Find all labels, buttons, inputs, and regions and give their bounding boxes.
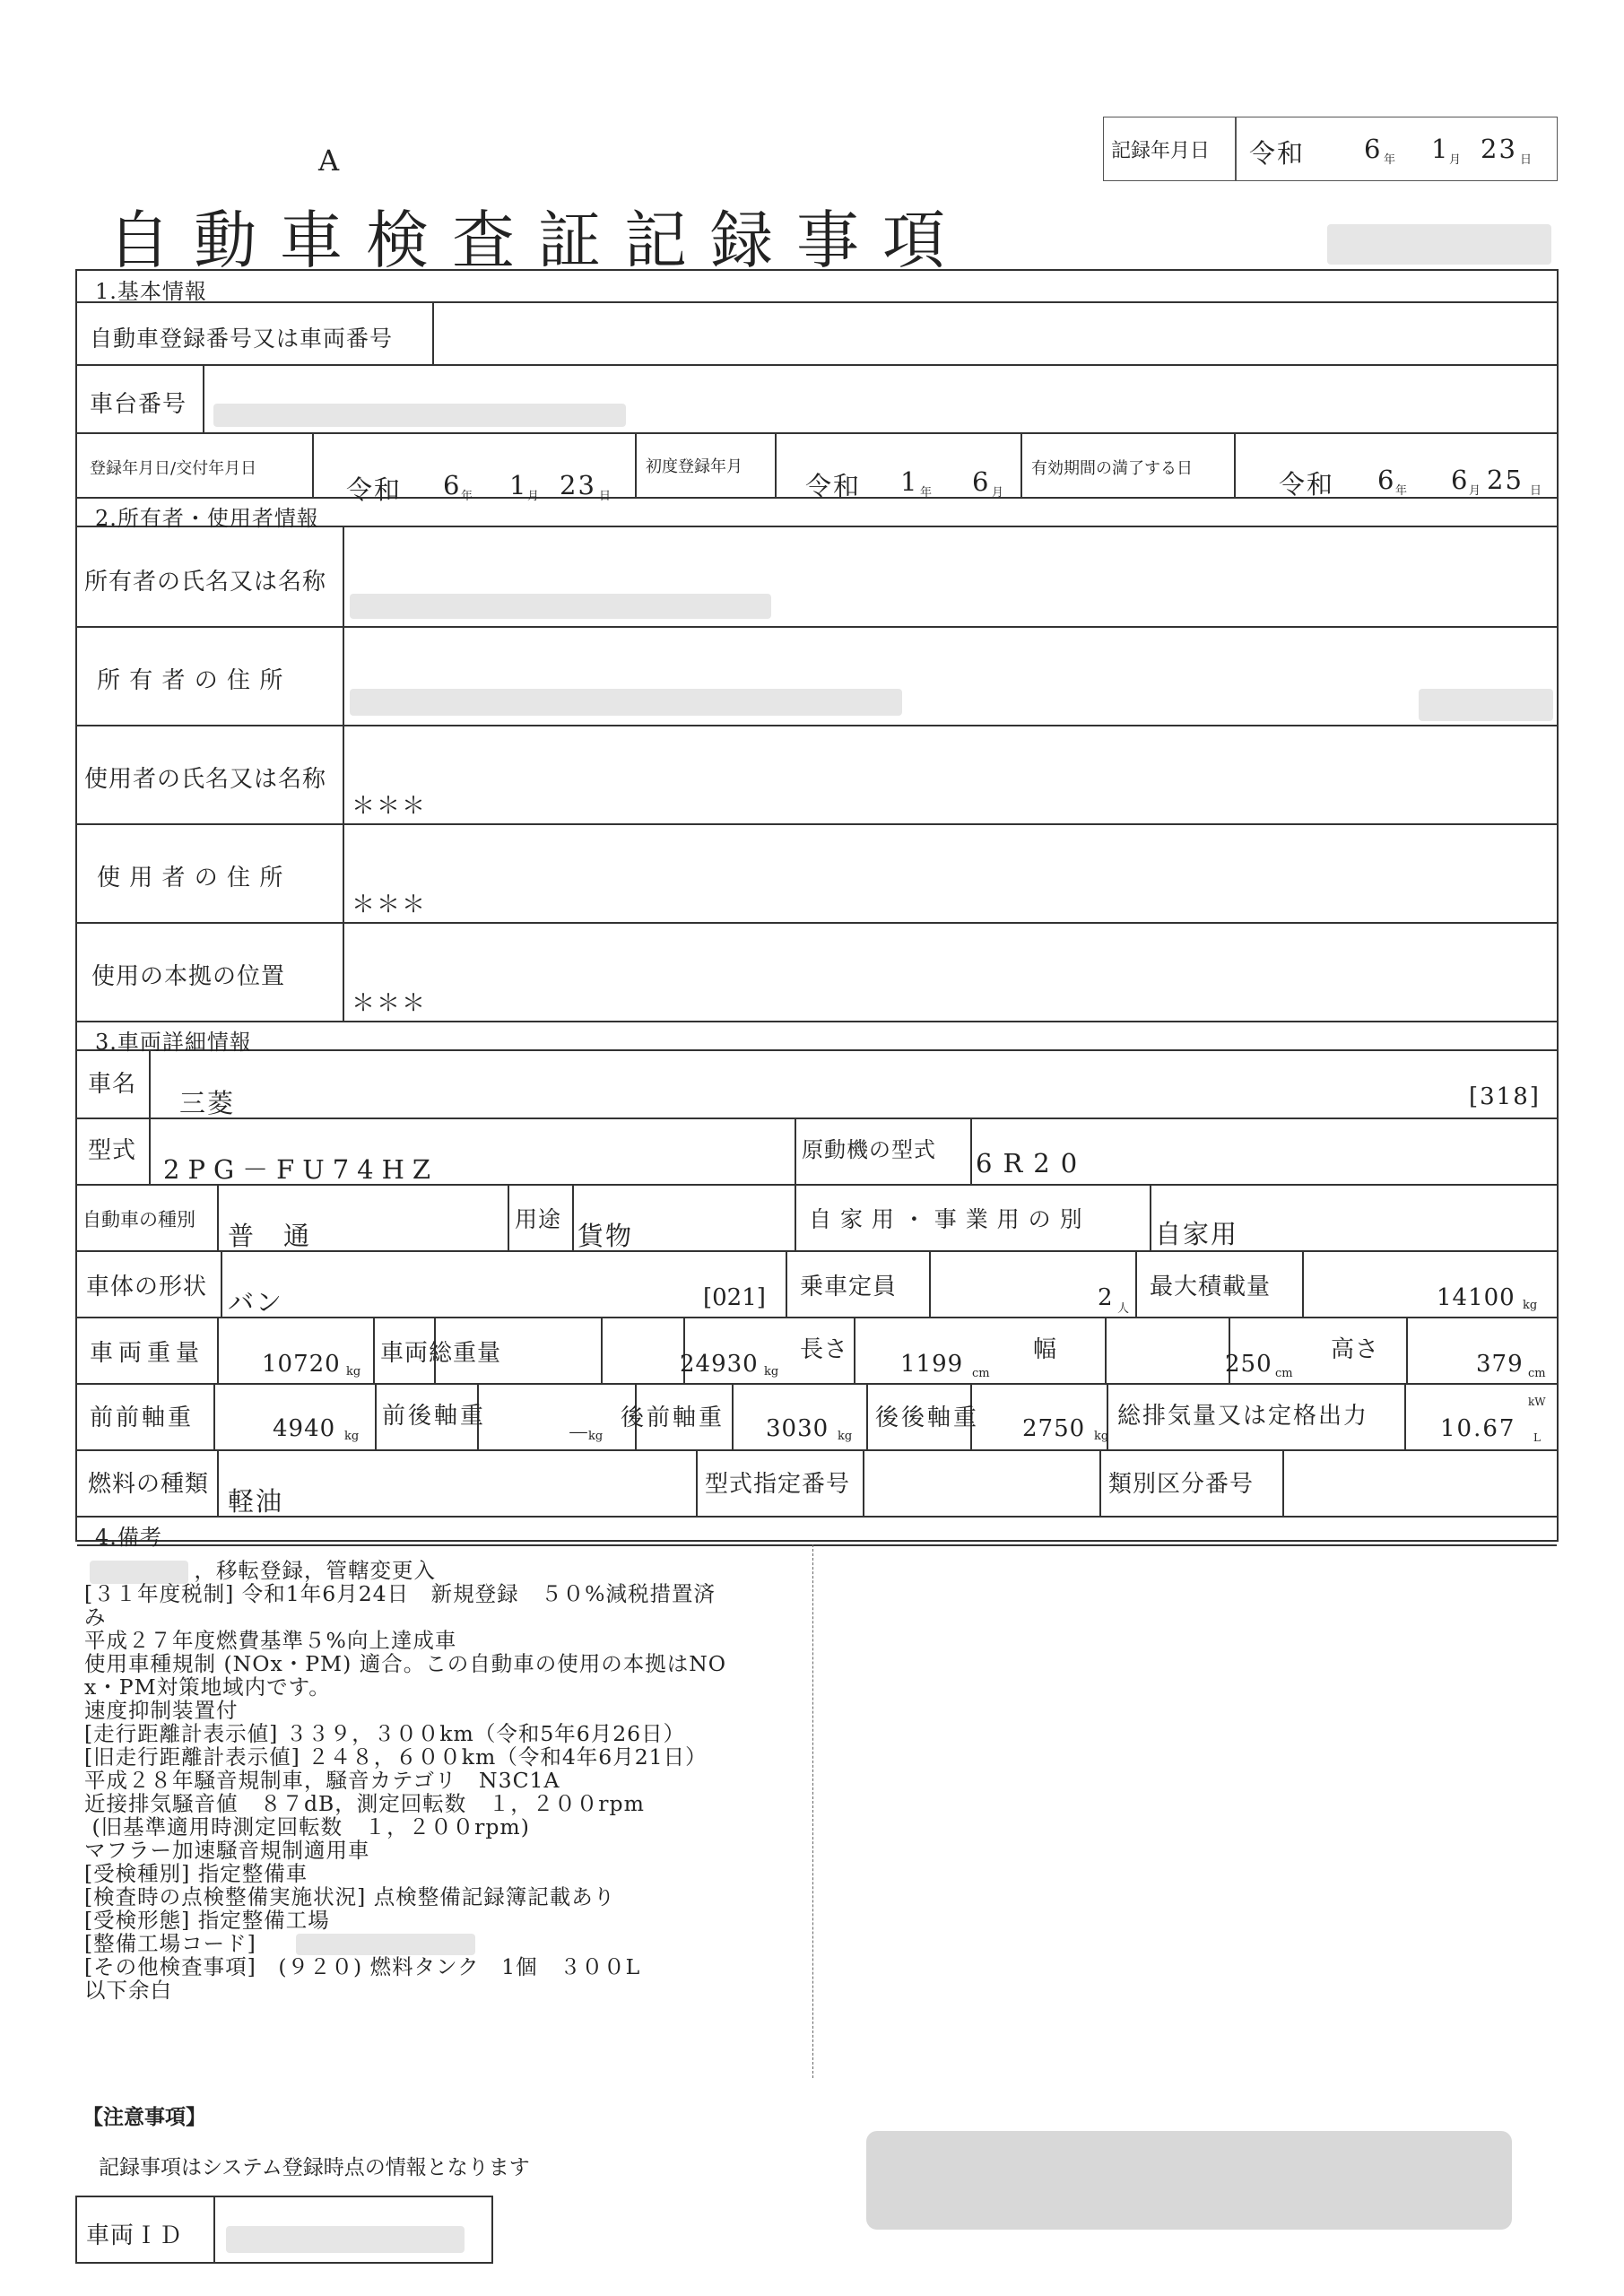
front-front-axle: 4940 bbox=[273, 1415, 336, 1442]
vehicle-height: 379 bbox=[1476, 1351, 1524, 1378]
expiry-label: 有効期間の満了する日 bbox=[1031, 459, 1193, 478]
engine-model: 6R20 bbox=[976, 1148, 1089, 1178]
record-date-month: 1 bbox=[1431, 134, 1450, 164]
remark-line: [走行距離計表示値] ３３９，３００km（令和5年6月26日） bbox=[84, 1721, 686, 1746]
remark-line: ，移転登録，管轄変更入 bbox=[84, 1558, 436, 1583]
redacted-vehicle-id bbox=[226, 2226, 465, 2253]
record-date-label: 記録年月日 bbox=[1111, 140, 1211, 162]
reg-number-label: 自動車登録番号又は車両番号 bbox=[90, 326, 394, 352]
user-name-label: 使用者の氏名又は名称 bbox=[84, 766, 327, 793]
redacted-owner-address bbox=[350, 689, 902, 716]
remark-line: [旧走行距離計表示値] ２４８，６００km（令和4年6月21日） bbox=[84, 1744, 708, 1770]
remark-line: (旧基準適用時測定回転数 １，２００rpm) bbox=[84, 1814, 530, 1839]
section-owner-title: 2.所有者・使用者情報 bbox=[95, 506, 319, 531]
record-date-year: 6 bbox=[1364, 134, 1383, 164]
notes-text: 記録事項はシステム登録時点の情報となります bbox=[99, 2156, 530, 2179]
redacted-stamp bbox=[866, 2131, 1512, 2230]
vehicle-use: 貨物 bbox=[578, 1221, 634, 1251]
max-load: 14100 bbox=[1437, 1284, 1515, 1311]
base-location: ＊＊＊ bbox=[352, 990, 428, 1017]
vehicle-name: 三菱 bbox=[179, 1088, 236, 1118]
remark-line: 平成２７年度燃費基準５%向上達成車 bbox=[84, 1628, 457, 1653]
rear-front-axle: 3030 bbox=[766, 1415, 829, 1442]
vehicle-id-label: 車両ＩＤ bbox=[86, 2222, 184, 2249]
vehicle-model: 2PG－FU74HZ bbox=[163, 1154, 439, 1185]
first-reg-label: 初度登録年月 bbox=[646, 457, 743, 476]
notes-title: 【注意事項】 bbox=[83, 2106, 206, 2129]
chassis-number-label: 車台番号 bbox=[90, 391, 187, 418]
remark-line: み bbox=[84, 1605, 107, 1630]
section-vehicle-title: 3.車両詳細情報 bbox=[95, 1030, 252, 1055]
rear-rear-axle: 2750 bbox=[1022, 1415, 1086, 1442]
record-date-day: 23 bbox=[1481, 134, 1517, 164]
base-location-label: 使用の本拠の位置 bbox=[91, 963, 286, 990]
remark-line: 平成２８年騒音規制車，騒音カテゴリ N3C1A bbox=[84, 1768, 560, 1793]
record-date-era: 令和 bbox=[1249, 138, 1306, 169]
record-date-box: 記録年月日 令和 6 年 1 月 23 日 bbox=[1103, 117, 1558, 181]
remark-line: [受検形態] 指定整備工場 bbox=[84, 1908, 330, 1933]
redacted-block bbox=[1327, 224, 1551, 265]
remark-line: 以下余白 bbox=[84, 1978, 172, 2003]
redacted-owner-name bbox=[350, 594, 771, 619]
remark-line: マフラー加速騒音規制適用車 bbox=[84, 1838, 370, 1863]
remark-line: x・PM対策地域内です。 bbox=[84, 1674, 331, 1700]
fuel-type: 軽油 bbox=[228, 1486, 284, 1517]
remark-line: 速度抑制装置付 bbox=[84, 1698, 239, 1723]
user-name: ＊＊＊ bbox=[352, 793, 428, 820]
section-remarks-title: 4.備考 bbox=[95, 1525, 162, 1550]
owner-address-label: 所 有 者 の 住 所 bbox=[97, 667, 284, 694]
front-rear-axle: － bbox=[567, 1421, 593, 1448]
remark-line: [整備工場コード] bbox=[84, 1931, 256, 1956]
page-title: 自動車検査証記録事項 bbox=[108, 204, 968, 277]
redacted-chassis bbox=[213, 404, 626, 427]
main-table: 1.基本情報 自動車登録番号又は車両番号 車台番号 登録年月日/交付年月日 令和 6 年 1 月 23 日 初度登録年月 令和 1 年 6 月 有効期間の満了する日 令和 6 年 6 月 25 日 2.所有者・使用者情報 所有者の氏名又は名称 所 有 者 の 住 所 使用者の氏名又は名称 ＊＊＊ 使 用 者 の 住 所 ＊＊＊ 使用の本拠の位置 ＊＊＊ 3.車両詳細情報 車名 三菱 [318] 型式 2PG－FU74HZ 原動機の型式 6R20 自動車の種別 普 通 用途 貨物 自 家 用 ・ 事 業 用 の 別 自家用 車体の形状 バン [021] 乗車定員 2 人 最大積載量 14100 kg 車両重量 10720 kg 車両総重量 24930 kg 長さ 1199 cm 幅 250 cm 高さ 379 cm 前前軸重 4940 kg 前後軸重 － kg 後前軸重 3030 kg 後後軸重 2750 kg 総排気量又は定格出力 10.67 kW L 燃料の種類 軽油 型式指定番号 類別区分番号 4.備考 bbox=[75, 269, 1559, 1542]
remarks-list bbox=[84, 1559, 820, 2002]
remark-line: [受検種別] 指定整備車 bbox=[84, 1861, 308, 1886]
remark-line: [３１年度税制] 令和1年6月24日 新規登録 ５０%減税措置済 bbox=[84, 1581, 716, 1606]
gross-weight: 24930 bbox=[680, 1351, 759, 1378]
vehicle-width: 250 bbox=[1225, 1351, 1272, 1378]
vehicle-length: 1199 bbox=[900, 1351, 964, 1378]
vehicle-weight: 10720 bbox=[262, 1351, 341, 1378]
body-code: [021] bbox=[703, 1284, 766, 1311]
form-letter: A bbox=[318, 144, 340, 178]
remark-line: 使用車種規制 (NOx・PM) 適合。この自動車の使用の本拠はNO bbox=[84, 1651, 727, 1676]
displacement: 10.67 bbox=[1440, 1415, 1516, 1442]
remark-line: [検査時の点検整備実施状況] 点検整備記録簿記載あり bbox=[84, 1884, 616, 1909]
vehicle-id-box bbox=[75, 2196, 493, 2264]
reg-date-label: 登録年月日/交付年月日 bbox=[90, 459, 257, 478]
vehicle-name-code: [318] bbox=[1469, 1083, 1541, 1110]
vehicle-kind: 普 通 bbox=[228, 1221, 312, 1251]
business-type: 自家用 bbox=[1155, 1219, 1239, 1249]
section-basic-title: 1.基本情報 bbox=[95, 279, 207, 304]
user-address-label: 使 用 者 の 住 所 bbox=[97, 865, 284, 891]
remark-line: [その他検査事項] (９２０) 燃料タンク 1個 ３００L bbox=[84, 1954, 641, 1979]
user-address: ＊＊＊ bbox=[352, 891, 428, 918]
capacity: 2 bbox=[1098, 1284, 1115, 1311]
body-shape: バン bbox=[228, 1287, 284, 1318]
owner-name-label: 所有者の氏名又は名称 bbox=[84, 569, 327, 596]
remark-line: 近接排気騒音値 ８７dB，測定回転数 １，２００rpm bbox=[84, 1791, 645, 1816]
